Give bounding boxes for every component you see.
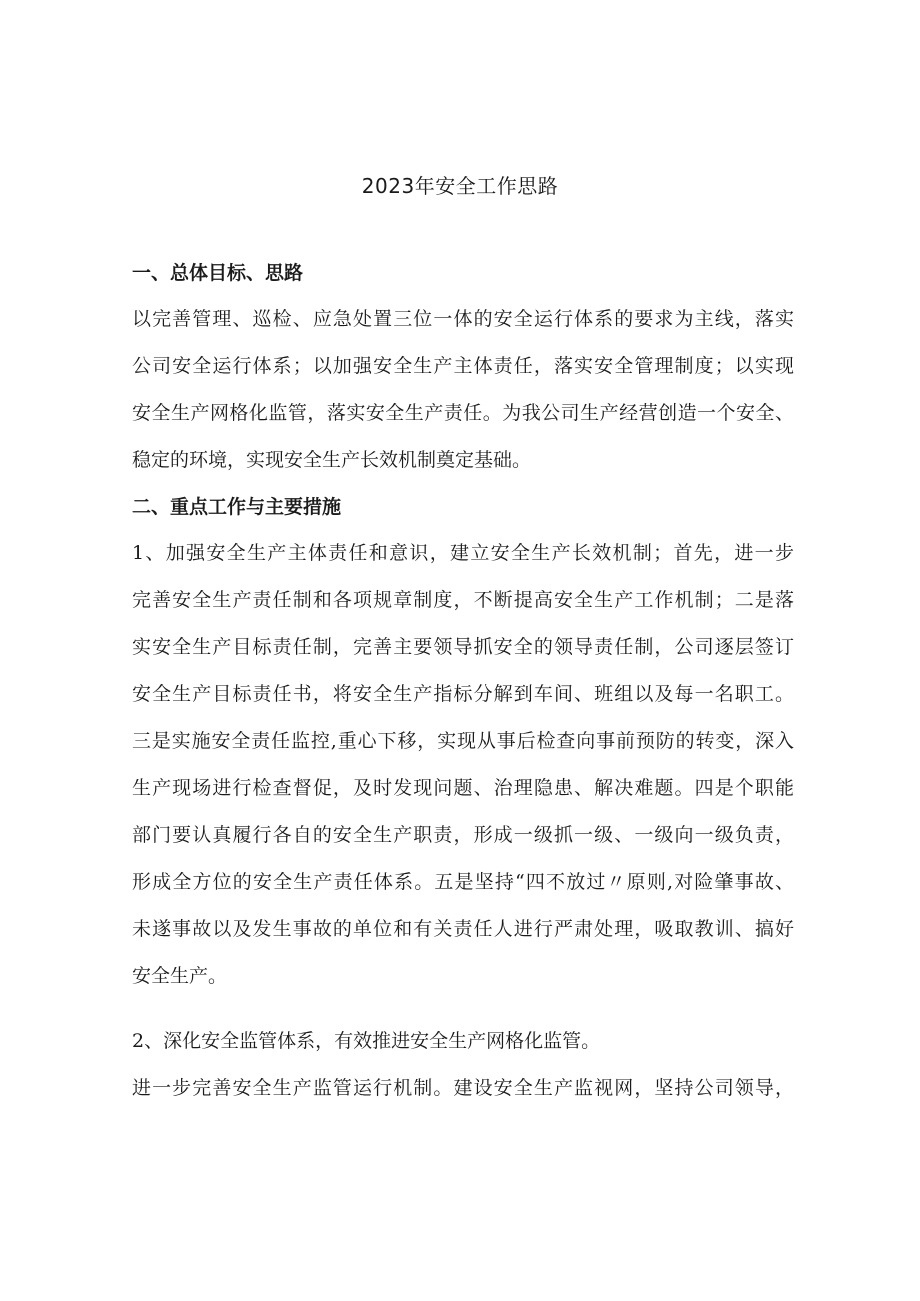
item-1-line-9: 未遂事故以及发生事故的单位和有关责任人进行严肃处理，吸取教训、搞好 <box>132 918 794 940</box>
item-1-line-5: 三是实施安全责任监控,重心下移，实现从事后检查向事前预防的转变，深入 <box>132 730 794 752</box>
item-1-line-8: 形成全方位的安全生产责任体系。五是坚持“四不放过〃原则,对险肇事故、 <box>132 871 794 893</box>
section-1-line-1: 以完善管理、巡检、应急处置三位一体的安全运行体系的要求为主线，落实 <box>132 308 794 330</box>
item-1-line-6: 生产现场进行检查督促，及时发现问题、治理隐患、解决难题。四是个职能 <box>132 777 794 799</box>
section-1-line-2: 公司安全运行体系；以加强安全生产主体责任，落实安全管理制度；以实现 <box>132 355 794 377</box>
item-1-line-2: 完善安全生产责任制和各项规章制度，不断提高安全生产工作机制；二是落 <box>132 589 794 611</box>
item-2-line-1: 进一步完善安全生产监管运行机制。建设安全生产监视网，坚持公司领导， <box>132 1077 794 1099</box>
section-1-heading: 一、总体目标、思路 <box>132 262 304 284</box>
section-1-line-3: 安全生产网格化监管，落实安全生产责任。为我公司生产经营创造一个安全、 <box>132 402 794 424</box>
item-1-line-7: 部门要认真履行各自的安全生产职责，形成一级抓一级、一级向一级负责， <box>132 824 794 846</box>
item-1-line-10: 安全生产。 <box>132 965 228 987</box>
section-2-heading: 二、重点工作与主要措施 <box>132 496 342 518</box>
section-1-line-4: 稳定的环境，实现安全生产长效机制奠定基础。 <box>132 449 532 471</box>
item-2-heading: 2、深化安全监管体系，有效推进安全生产网格化监管。 <box>132 1030 601 1052</box>
item-1-line-4: 安全生产目标责任书，将安全生产指标分解到车间、班组以及每一名职工。 <box>132 683 794 705</box>
item-1-line-3: 实安全生产目标责任制，完善主要领导抓安全的领导责任制，公司逐层签订 <box>132 636 794 658</box>
document-title: 2023年安全工作思路 <box>361 174 559 198</box>
item-1-line-1: 1、加强安全生产主体责任和意识，建立安全生产长效机制；首先，进一步 <box>132 542 794 564</box>
